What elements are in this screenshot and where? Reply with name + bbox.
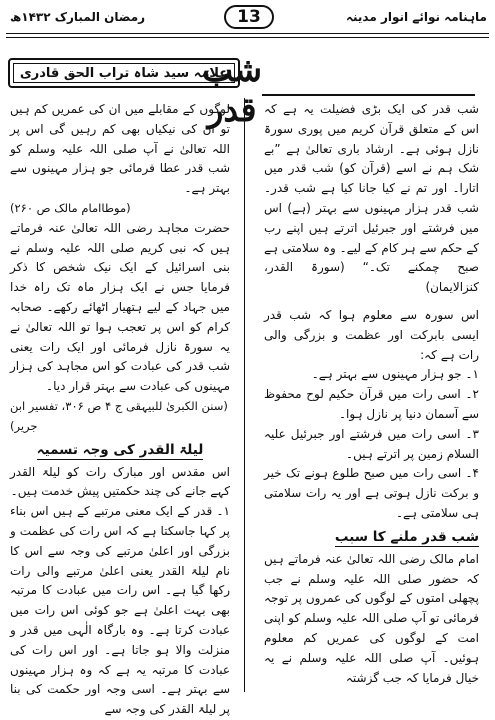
list-item: ۱۔ جو ہزار مہینوں سے بہتر ہے۔ [311,367,479,382]
paragraph: ۱۔ قدر کے ایک معنی مرتبے کے ہیں اس بناء پر کہا جاسکتا ہے کہ اس رات کی عظمت و بزرگی اور اعلیٰ مرتبے کی وجہ سے اس کا نام لیلۃ القدر یعنی اعلیٰ مرتبے والی رات رکھا گیا ہے۔ اس رات میں عبادت کا مرتبہ بھی بہت اعلیٰ ہے جو کوئی اس رات میں عبادت کرتا ہے۔ وہ بارگاہ الٰہی میں قدر و منزلت والا ہو جاتا ہے۔ اور اس رات کی عبادت کا مرتبہ یہ ہے کہ وہ ہزار مہینوں سے بہتر ہے۔ اسی وجہ اور حکمت کی بنا پر لیلۃ القدر کی وجہ سے [10,504,230,717]
section-heading-text: شب قدر ملنے کا سبب [334,528,479,545]
section-heading-text: لیلۃ القدر کی وجہ تسمیہ [36,441,204,458]
list-item: ۳۔ اسی رات میں فرشتے اور جبرئیل علیہ السلام زمین پر اترتے ہیں۔ [264,426,479,461]
list-item: ۲۔ اسی رات میں قرآن حکیم لوح محفوظ سے آسمان دنیا پر نازل ہوا۔ [264,387,479,421]
author-name: علامہ سید شاہ تراب الحق قادری [13,63,235,83]
page-header [6,4,489,34]
section-heading [10,439,230,461]
left-column [10,100,230,720]
reference: (موطاامام مالک ص ۲۶۰) [10,200,131,215]
right-column [264,100,479,688]
header-rule-secondary [6,37,489,38]
author-box [8,58,240,88]
title-underline [262,94,475,96]
paragraph: لوگوں کے مقابلے میں ان کی عمریں کم ہیں تو ان کی نیکیاں بھی کم رہیں گی اس پر اللہ تعالیٰ نے آپ صلی اللہ علیہ وسلم کو شب قدر عطا فرمائی جو ہزار مہینوں سے بہتر ہے۔ [10,102,230,196]
section-heading [264,526,479,548]
magazine-name: ماہنامہ نوائے انوار مدینہ [345,10,487,24]
paragraph: حضرت مجاہد رضی اللہ تعالیٰ عنہ فرماتے ہیں کہ نبی کریم صلی اللہ علیہ وسلم نے بنی اسرائیل کے ایک نیک شخص کا ذکر فرمایا جس نے ایک ہزار ماہ تک راہ خدا میں جہاد کے لیے ہتھیار اٹھائے رکھے۔ صحابہ کرام کو اس پر تعجب ہوا تو اللہ تعالیٰ نے یہ سورۃ نازل فرمائی اور ایک رات یعنی شب قدر کی عبادت کو اس مجاہد کی ہزار مہینوں کی عبادت سے بہتر قرار دیا۔ [10,220,230,394]
page-number: 13 [224,5,274,29]
spacer [264,298,479,306]
paragraph: اس سورہ سے معلوم ہوا کہ شب قدر ایسی بابرکت اور عظمت و بزرگی والی رات ہے کہ: [264,307,479,362]
paragraph: شب قدر کی ایک بڑی فضیلت یہ ہے کہ اس کے متعلق قرآن کریم میں پوری سورۃ نازل ہوئی ہے۔ ارشاد باری تعالیٰ ہے ”بے شک ہم نے اسے (قرآن کو) شب قدر میں اتارا۔ اور تم نے کیا جانا کیا ہے شب قدر۔ شب قدر ہزار مہینوں سے بہتر (ہے) اس میں فرشتے اور جبرئیل اترتے ہیں اپنے رب کے حکم سے ہر کام کے لیے۔ وہ سلامتی ہے صبح چمکنے تک۔“ (سورۃ القدر، کنزالایمان) [264,102,479,295]
list-item: ۴۔ اسی رات میں صبح طلوع ہونے تک خیر و برکت نازل ہوتی ہے اور یہ رات سلامتی ہی سلامتی ہے۔ [264,466,479,520]
article-title: شب قدر [201,50,263,129]
reference: (سنن الکبریٰ للبیہقی ج ۴ ص ۳۰۶، تفسیر ابن جریر) [10,398,228,433]
paragraph: اس مقدس اور مبارک رات کو لیلۃ القدر کہے جانے کی چند حکمتیں پیش خدمت ہیں۔ [10,464,230,499]
issue-date: رمضان المبارک ۱۴۳۲ھ [10,10,146,24]
column-divider [244,98,245,692]
paragraph: امام مالک رضی اللہ تعالیٰ عنہ فرماتے ہیں کہ حضور صلی اللہ علیہ وسلم نے جب پچھلی امتوں کے لوگوں کی عمروں پر توجہ فرمائی تو آپ صلی اللہ علیہ وسلم کو اپنی امت کے لوگوں کی عمریں کم معلوم ہوئیں۔ آپ صلی اللہ علیہ وسلم نے یہ خیال فرمایا کہ جب گزشتہ [264,551,479,685]
header-rule [6,33,489,34]
